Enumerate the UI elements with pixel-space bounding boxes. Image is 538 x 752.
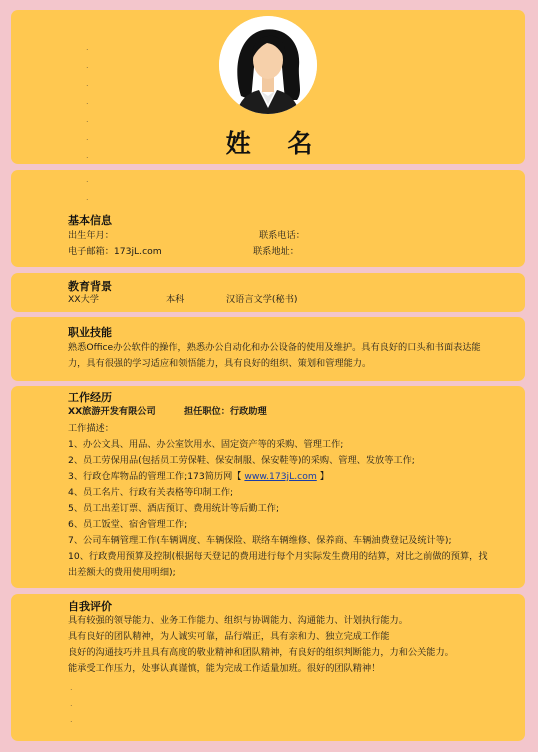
education-title: 教育背景	[68, 280, 112, 293]
work-item: 2、员工劳保用品(包括员工劳保鞋、保安制服、保安鞋等)的采购、管理、发放等工作;	[68, 455, 415, 466]
skills-title: 职业技能	[68, 326, 112, 339]
email-field: 电子邮箱：173jL.com	[68, 246, 162, 257]
paragraph-mark: .	[86, 43, 89, 52]
paragraph-mark: .	[70, 683, 73, 692]
resume-site-link[interactable]: www.173jL.com	[244, 471, 317, 482]
work-item: 6、员工饭堂、宿舍管理工作;	[68, 519, 188, 530]
education-degree: 本科	[166, 294, 185, 305]
work-item-suffix: 】	[319, 471, 329, 482]
paragraph-mark: .	[86, 175, 89, 184]
work-title: 工作经历	[68, 391, 112, 404]
self-eval-line: 能承受工作压力，处事认真谨慎，能为完成工作适量加班。很好的团队精神！	[68, 663, 381, 674]
female-avatar-icon	[219, 16, 317, 114]
basic-info-title: 基本信息	[68, 214, 112, 227]
work-item: 10、行政费用预算及控制(根据每天登记的费用进行每个月实际发生费用的结算，对比之前做的预算，找出差额大的费用使用明细);	[68, 551, 488, 578]
paragraph-mark: .	[86, 115, 89, 124]
candidate-name: 姓 名	[225, 129, 327, 158]
work-item: 4、员工名片、行政有关表格等印制工作;	[68, 487, 234, 498]
paragraph-mark: .	[70, 699, 73, 708]
phone-field: 联系电话：	[259, 230, 305, 241]
paragraph-mark: .	[86, 61, 89, 70]
education-school: XX大学	[68, 294, 99, 305]
work-item: 7、公司车辆管理工作(车辆调度、车辆保险、联络车辆维修、保养商、车辆油费登记及统计等);	[68, 535, 452, 546]
work-item: 1、办公文具、用品、办公室饮用水、固定资产等的采购、管理工作;	[68, 439, 344, 450]
work-item: 5、员工出差订票、酒店预订、费用统计等后勤工作;	[68, 503, 280, 514]
work-desc-label: 工作描述：	[68, 423, 114, 434]
self-eval-line: 良好的沟通技巧并且具有高度的敬业精神和团队精神，有良好的组织判断能力，力和公关能力。	[68, 647, 454, 658]
avatar	[219, 16, 317, 114]
work-item	[68, 471, 329, 483]
paragraph-mark: .	[70, 715, 73, 724]
birth-field: 出生年月：	[68, 230, 114, 241]
paragraph-mark: .	[86, 193, 89, 202]
education-major: 汉语言文学(秘书)	[226, 294, 298, 305]
work-item-text: 3、行政仓库物品的管理工作;173简历网【	[68, 471, 242, 482]
work-company: XX旅游开发有限公司	[68, 406, 156, 417]
paragraph-mark: .	[86, 151, 89, 160]
work-position: 担任职位：行政助理	[184, 406, 267, 417]
paragraph-mark: .	[86, 79, 89, 88]
self-eval-line: 具有良好的团队精神，为人诚实可靠，品行端正，具有亲和力、独立完成工作能	[68, 631, 390, 642]
address-field: 联系地址：	[253, 246, 299, 257]
paragraph-mark: .	[86, 97, 89, 106]
self-eval-title: 自我评价	[68, 600, 112, 613]
self-eval-line: 具有较强的领导能力、业务工作能力、组织与协调能力、沟通能力、计划执行能力。	[68, 615, 408, 626]
skills-text: 熟悉Office办公软件的操作，熟悉办公自动化和办公设备的使用及维护。具有良好的口头和书面表达能力，具有很强的学习适应和领悟能力，具有良好的组织、策划和管理能力。	[68, 342, 481, 369]
paragraph-mark: .	[86, 133, 89, 142]
